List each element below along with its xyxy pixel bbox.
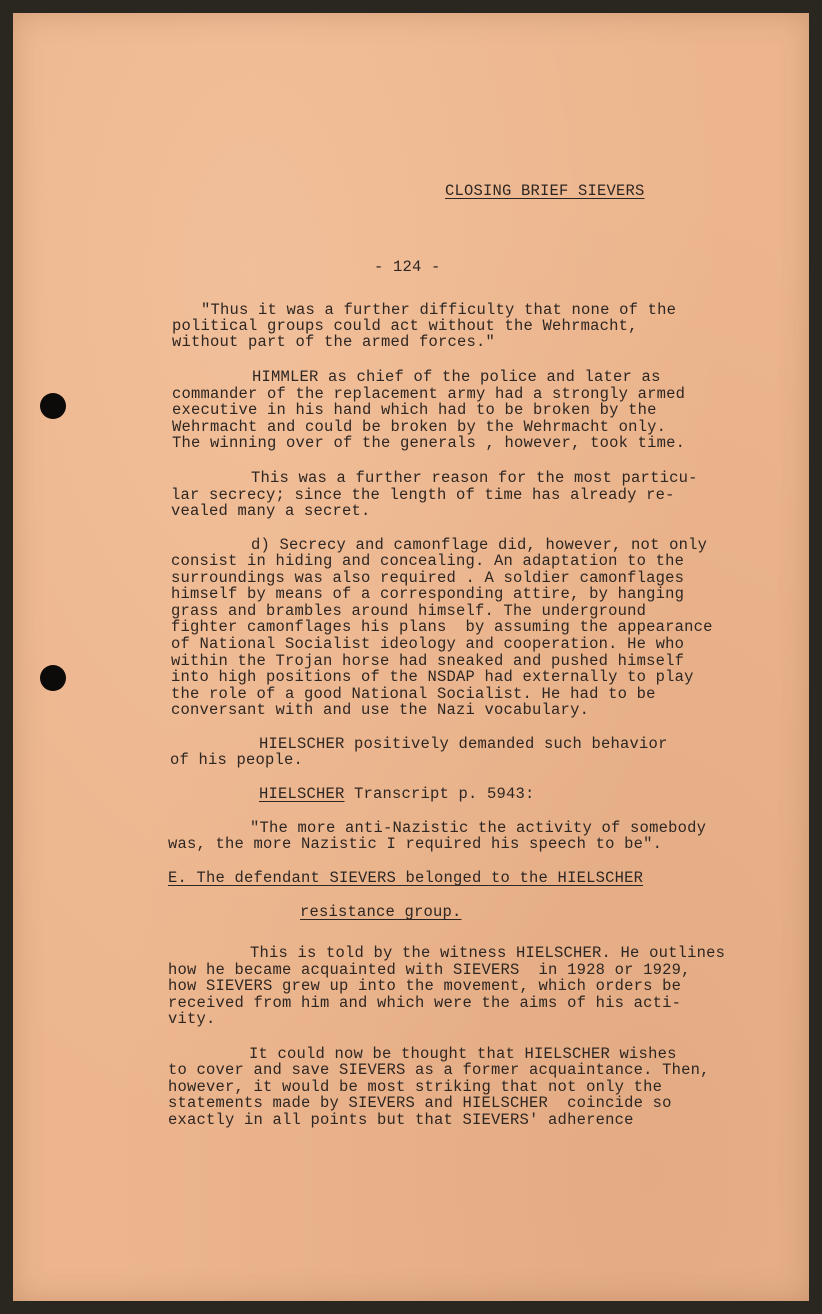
text-line: how he became acquainted with SIEVERS in 1928 or 1929,: [168, 961, 691, 979]
section-heading: E. The defendant SIEVERS belonged to the HIELSCHER: [168, 869, 644, 887]
text-line: This was a further reason for the most particu-: [251, 469, 698, 487]
text-line: of National Socialist ideology and cooperation. He who: [171, 635, 685, 653]
text-line: received from him and which were the aims of his acti-: [168, 994, 682, 1012]
text-line: lar secrecy; since the length of time has already re-: [171, 486, 675, 504]
section-heading-continued: resistance group.: [300, 903, 462, 921]
text-line: "Thus it was a further difficulty that none of the: [201, 301, 677, 319]
transcript-page: Transcript p. 5943:: [344, 785, 535, 803]
punch-hole-upper: [40, 393, 66, 419]
text-line: surroundings was also required . A soldier camonflages: [171, 569, 685, 587]
transcript-name: HIELSCHER: [259, 785, 345, 803]
text-line: consist in hiding and concealing. An adaptation to the: [171, 552, 685, 570]
text-line: political groups could act without the Wehrmacht,: [172, 317, 638, 335]
transcript-reference: [259, 786, 535, 803]
text-line: of his people.: [170, 751, 304, 769]
text-line: himself by means of a corresponding attire, by hanging: [171, 585, 685, 603]
text-line: to cover and save SIEVERS as a former acquaintance. Then,: [168, 1061, 710, 1079]
text-line: The winning over of the generals , however, took time.: [172, 434, 686, 452]
text-line: It could now be thought that HIELSCHER wishes: [249, 1045, 677, 1063]
text-line: d) Secrecy and camonflage did, however, not only: [251, 536, 708, 554]
text-line: vealed many a secret.: [171, 502, 371, 520]
text-line: without part of the armed forces.": [172, 333, 496, 351]
text-line: conversant with and use the Nazi vocabulary.: [171, 701, 590, 719]
text-line: the role of a good National Socialist. He had to be: [171, 685, 656, 703]
page-number: - 124 -: [374, 258, 441, 276]
text-line: how SIEVERS grew up into the movement, which orders be: [168, 977, 682, 995]
text-line: HIMMLER as chief of the police and later as: [252, 368, 661, 386]
text-line: was, the more Nazistic I required his speech to be".: [168, 835, 663, 853]
text-line: executive in his hand which had to be broken by the: [172, 401, 657, 419]
text-line: into high positions of the NSDAP had externally to play: [171, 668, 694, 686]
text-line: grass and brambles around himself. The underground: [171, 602, 647, 620]
text-line: however, it would be most striking that not only the: [168, 1078, 663, 1096]
text-line: "The more anti-Nazistic the activity of somebody: [250, 819, 707, 837]
text-line: within the Trojan horse had sneaked and pushed himself: [171, 652, 685, 670]
document-title: CLOSING BRIEF SIEVERS: [445, 182, 645, 200]
text-line: This is told by the witness HIELSCHER. He outlines: [250, 944, 726, 962]
document-page: [13, 13, 809, 1301]
text-line: fighter camonflages his plans by assuming the appearance: [171, 618, 713, 636]
text-line: commander of the replacement army had a strongly armed: [172, 385, 686, 403]
text-line: vity.: [168, 1010, 216, 1028]
text-line: Wehrmacht and could be broken by the Wehrmacht only.: [172, 418, 667, 436]
punch-hole-lower: [40, 665, 66, 691]
text-line: HIELSCHER positively demanded such behavior: [259, 735, 668, 753]
text-line: statements made by SIEVERS and HIELSCHER coincide so: [168, 1094, 672, 1112]
text-line: exactly in all points but that SIEVERS' adherence: [168, 1111, 634, 1129]
